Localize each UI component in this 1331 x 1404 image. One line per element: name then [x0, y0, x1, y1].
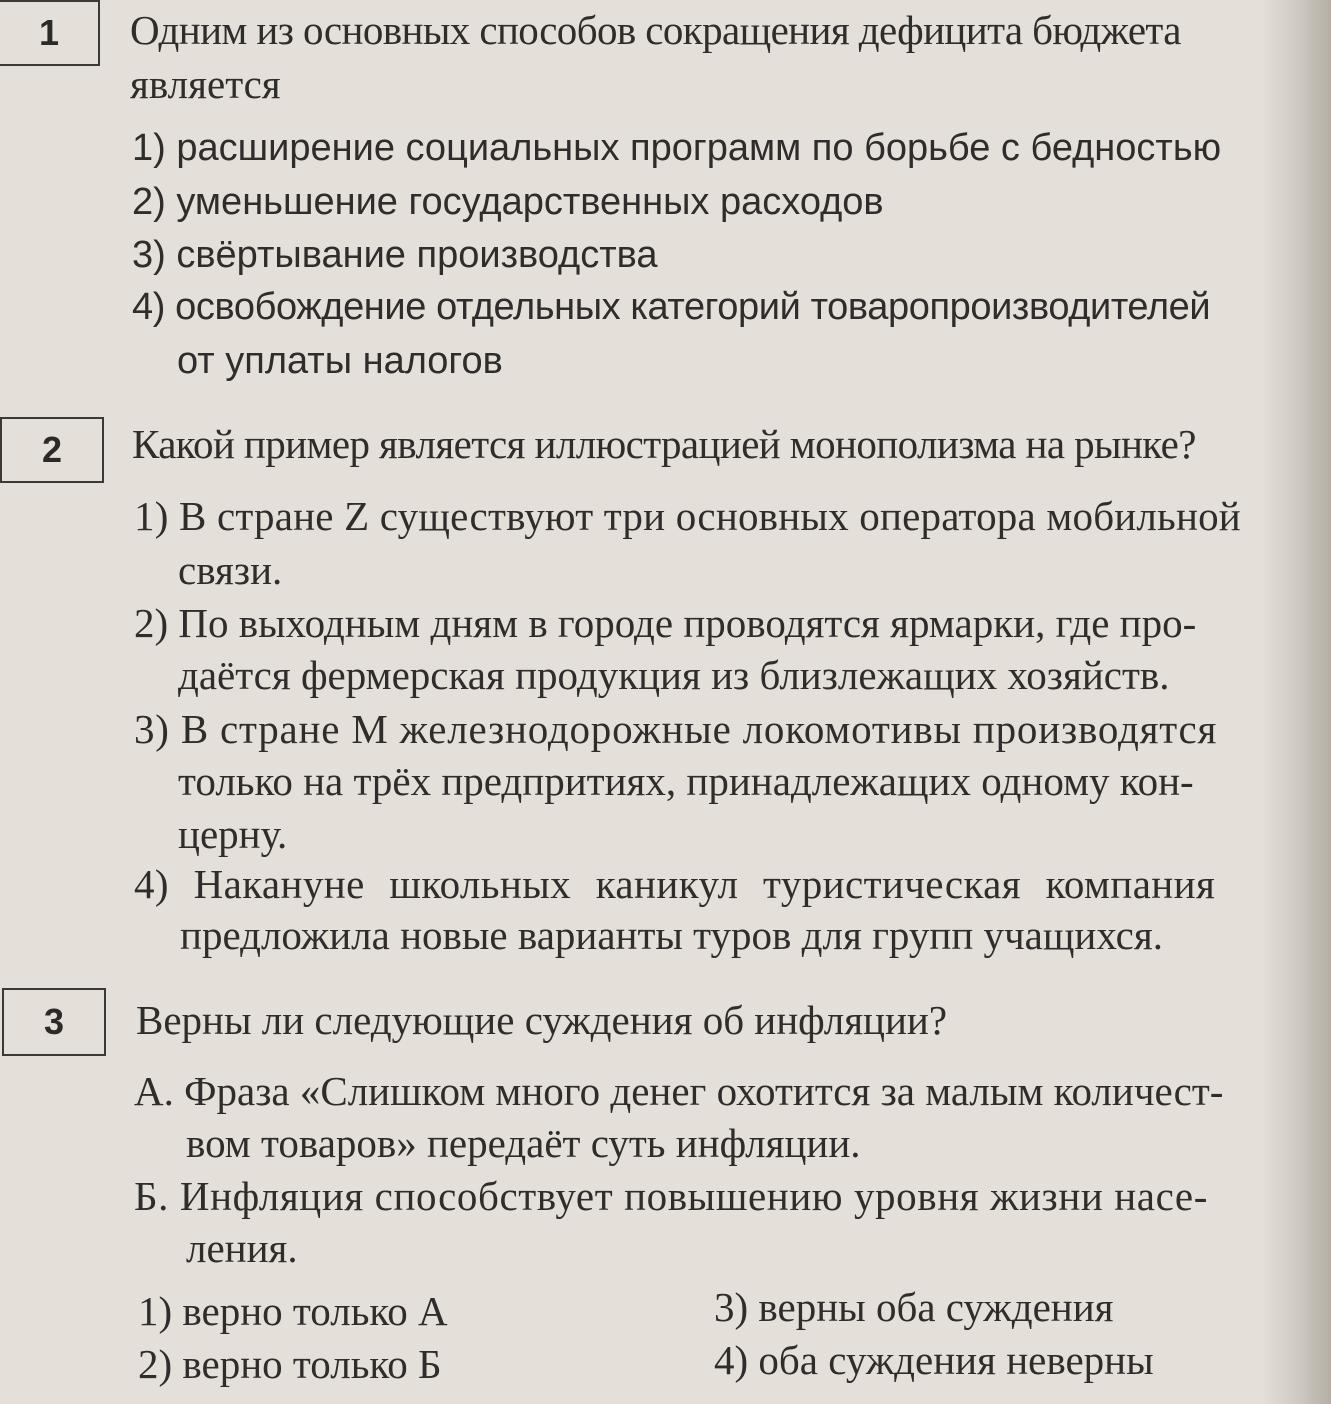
option-text: верно только А — [182, 1288, 448, 1334]
option-number: 3) — [134, 706, 170, 752]
option-text: расширение социальных программ по борьбе с бедностью — [176, 127, 1222, 169]
q2-option-1 — [134, 490, 1241, 542]
q1-option-4-cont: от уплаты налогов — [177, 340, 503, 382]
q3-option-4 — [714, 1334, 1154, 1386]
option-text: освобождение отдельных категорий товаропроизводителей — [175, 286, 1211, 328]
statement-label: А. — [134, 1068, 174, 1114]
question-1-stem-line-2: является — [130, 61, 281, 107]
statement-label: Б. — [134, 1173, 169, 1219]
question-number: 1 — [38, 12, 60, 53]
q1-option-4 — [132, 281, 1210, 333]
q3-statement-b — [134, 1170, 1208, 1222]
option-number: 2) — [132, 181, 166, 223]
question-1-stem-line-1: Одним из основных способов сокращения дефицита бюджета — [130, 7, 1181, 53]
option-text: свёртывание производства — [176, 234, 658, 276]
statement-text: Инфляция способствует повышению уровня жизни насе- — [179, 1173, 1208, 1219]
option-text: верно только Б — [182, 1341, 442, 1387]
option-number: 2) — [134, 600, 169, 646]
option-text: Накануне школьных каникул туристическая компания — [193, 861, 1216, 907]
option-number: 2) — [138, 1341, 173, 1387]
q2-option-3-cont-2: церну. — [178, 811, 288, 857]
q2-option-4-cont: предложила новые варианты туров для групп учащихся. — [180, 912, 1163, 958]
q3-option-3 — [714, 1281, 1114, 1333]
q3-statement-a-cont: вом товаров» передаёт суть инфляции. — [186, 1120, 861, 1166]
q3-option-1 — [138, 1285, 448, 1337]
q3-option-2 — [138, 1338, 442, 1390]
q2-option-3-cont: только на трёх предпритиях, принадлежащих одному кон- — [178, 758, 1194, 804]
option-text: верны оба суждения — [758, 1284, 1114, 1330]
option-text: По выходным дням в городе проводятся ярмарки, где про- — [178, 600, 1197, 646]
question-3-stem: Верны ли следующие суждения об инфляции? — [136, 997, 948, 1043]
question-number-box-1 — [0, 0, 100, 66]
option-number: 4) — [134, 861, 169, 907]
q2-option-2 — [134, 597, 1196, 649]
option-text: уменьшение государственных расходов — [176, 181, 884, 223]
option-number: 3) — [714, 1284, 749, 1330]
q2-option-4 — [134, 858, 1215, 910]
option-number: 1) — [134, 493, 169, 539]
page-edge-shadow — [1261, 0, 1331, 1404]
q2-option-1-cont: связи. — [178, 547, 283, 593]
option-number: 1) — [138, 1288, 173, 1334]
option-text: оба суждения неверны — [758, 1337, 1154, 1383]
option-number: 4) — [714, 1337, 749, 1383]
question-number: 3 — [43, 1001, 65, 1042]
option-number: 4) — [132, 286, 165, 328]
q2-option-3 — [134, 703, 1217, 755]
option-number: 1) — [132, 127, 166, 169]
q1-option-2 — [132, 176, 884, 228]
question-2-stem: Какой пример является иллюстрацией монополизма на рынке? — [132, 421, 1196, 467]
q3-statement-a — [134, 1065, 1223, 1117]
q3-statement-b-cont: ления. — [186, 1225, 298, 1271]
option-number: 3) — [132, 234, 166, 276]
q1-option-3 — [132, 229, 658, 281]
question-number-box-2 — [0, 417, 104, 483]
option-text: В стране М железнодорожные локомотивы производятся — [180, 706, 1218, 752]
question-number-box-3 — [2, 988, 106, 1056]
q2-option-2-cont: даётся фермерская продукция из близлежащих хозяйств. — [178, 652, 1170, 698]
q1-option-1 — [132, 122, 1221, 174]
statement-text: Фраза «Слишком много денег охотится за малым количест- — [184, 1068, 1224, 1114]
question-number: 2 — [41, 429, 63, 470]
option-text: В стране Z существуют три основных оператора мобильной — [179, 493, 1241, 539]
